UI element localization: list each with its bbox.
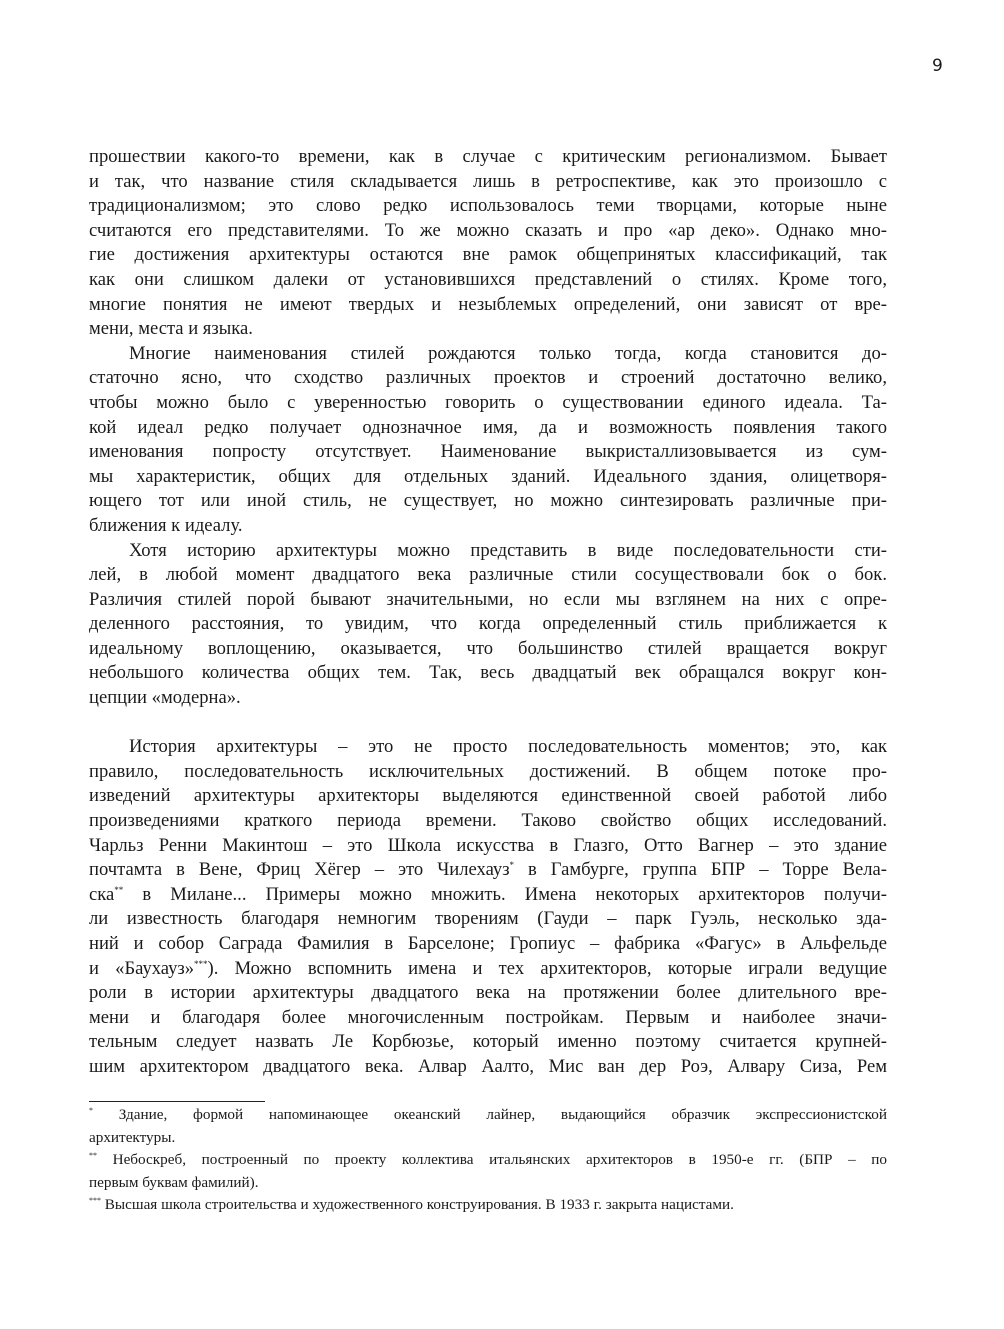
text-line [89,588,887,613]
text-line [89,539,887,564]
footnote-marker: * [509,860,515,871]
text-segment: ний и собор Саграда Фамилия в Барселоне; Гропиус – фабрика «Фагус» в Альфельде [89,933,887,954]
paragraph [89,539,887,711]
text-line [89,489,887,514]
text-segment: лей, в любой момент двадцатого века различные стили сосуществовали бок о бок. [89,564,887,586]
text-line [89,440,887,465]
text-segment: История архитектуры – это не просто последовательность моментов; это, как [129,736,887,758]
text-line [89,883,887,908]
page-number: 9 [932,56,943,76]
text-line [89,219,887,244]
text-line [89,760,887,785]
text-line [89,268,887,293]
text-line [89,1030,887,1055]
text-segment: именования попросту отсутствует. Наименование выкристаллизовывается из сум- [89,441,887,463]
text-segment: Хотя историю архитектуры можно представить в виде последовательности сти- [129,539,887,561]
text-line [89,1006,887,1031]
text-line [89,366,887,391]
text-line [89,907,887,932]
text-segment: гие достижения архитектуры остаются вне рамок общепринятых классификаций, так [89,244,887,266]
footnote-marker: *** [194,958,208,969]
text-segment: ближения к идеалу. [89,514,243,536]
footnote [89,1194,887,1217]
text-line [89,1055,887,1080]
text-segment: многие понятия не имеют твердых и незыблемых определений, они зависят от вре- [89,293,887,315]
text-segment: традиционализмом; это слово редко использовалось теми творцами, которые ныне [89,195,887,217]
text-segment: Многие наименования стилей рождаются только тогда, когда становится до- [129,342,887,364]
text-line [89,243,887,268]
text-segment: в Гамбурге, группа БПР – Торре Вела- [514,859,887,881]
text-line [89,858,887,883]
text-segment: цепции «модерна». [89,687,241,709]
text-segment: произведениями краткого периода времени. Таково свойство общих исследований. [89,810,887,832]
text-line [89,932,887,957]
footnote-marker: *** [89,1196,101,1205]
footnotes [89,1104,887,1217]
footnote-marker: ** [89,1151,97,1160]
text-segment: чтобы можно было с уверенностью говорить о существовании единого идеала. Та- [89,391,887,413]
text-line [89,391,887,416]
text-segment: как они слишком далеки от установившихся представлений о стилях. Кроме того, [89,268,887,290]
footnote-marker: ** [114,884,124,895]
text-segment: и так, что название стиля складывается лишь в ретроспективе, как это произошло с [89,170,887,192]
footnote-line [89,1172,887,1195]
text-line [89,834,887,859]
text-line [89,612,887,637]
text-segment: первым буквам фамилий). [89,1173,259,1191]
text-segment: изведений архитектуры архитекторы выделяются единственной своей работой либо [89,785,887,807]
text-segment: ли известность благодаря немногим творениям (Гауди – парк Гуэль, несколько зда- [89,908,887,930]
text-line [89,637,887,662]
text-segment: статочно ясно, что сходство различных проектов и строений достаточно велико, [89,367,887,389]
text-line [89,317,887,342]
text-segment: шим архитектором двадцатого века. Алвар Аалто, Мис ван дер Роэ, Алвару Сиза, Рем [89,1055,887,1077]
text-segment: прошествии какого-то времени, как в случае с критическим регионализмом. Бывает [89,146,887,167]
text-segment: архитектуры. [89,1128,176,1146]
footnote-line [89,1194,887,1217]
paragraph [89,735,887,1079]
text-segment: ющего тот или иной стиль, не существует, но можно синтезировать различные при- [89,490,887,512]
text-line [89,563,887,588]
text-line [89,686,887,711]
text-line [89,465,887,490]
text-segment: почтамта в Вене, Фриц Хёгер – это Чилехауз [89,859,510,881]
text-segment: Чарльз Ренни Макинтош – это Школа искусства в Глазго, Отто Вагнер – это здание [89,834,887,856]
text-segment: Здание, формой напоминающее океанский лайнер, выдающийся образчик экспрессионистской [93,1106,887,1123]
text-segment: считаются его представителями. То же можно сказать и про «ар деко». Однако мно- [89,219,887,241]
footnote-line [89,1149,887,1172]
footnote [89,1104,887,1149]
text-segment: в Милане... Примеры можно множить. Имена некоторых архитекторов получи- [123,883,887,905]
text-segment: ска [89,883,115,905]
text-line [89,957,887,982]
text-segment: Небоскреб, построенный по проекту коллектива итальянских архитекторов в 1950-е гг. (БПР – по [97,1151,887,1168]
text-segment: и «Баухауз» [89,957,195,979]
text-line [89,735,887,760]
paragraph [89,145,887,342]
footnote-divider [89,1101,265,1102]
text-line [89,661,887,686]
text-line [89,981,887,1006]
text-line [89,194,887,219]
text-line [89,170,887,195]
text-line [89,342,887,367]
text-segment: небольшого количества общих тем. Так, весь двадцатый век обращался вокруг кон- [89,662,887,684]
text-segment: идеальному воплощению, оказывается, что большинство стилей вращается вокруг [89,637,887,659]
text-line [89,145,887,170]
text-segment: правило, последовательность исключительных достижений. В общем потоке про- [89,760,887,782]
text-segment: ). Можно вспомнить имена и тех архитекторов, которые играли ведущие [207,957,887,979]
text-line [89,809,887,834]
text-segment: деленного расстояния, то увидим, что когда определенный стиль приближается к [89,613,887,635]
text-segment: роли в истории архитектуры двадцатого века на протяжении более длительного вре- [89,982,887,1004]
text-line [89,416,887,441]
main-text [89,145,887,1080]
footnote-line [89,1104,887,1127]
text-segment: кой идеал редко получает однозначное имя, да и возможность появления такого [89,416,887,438]
text-segment: Высшая школа строительства и художественного конструирования. В 1933 г. закрыта нацистами. [101,1196,734,1213]
text-segment: мени, места и языка. [89,318,253,340]
text-segment: мы характеристик, общих для отдельных зданий. Идеального здания, олицетворя- [89,465,887,487]
text-line [89,784,887,809]
text-line [89,514,887,539]
footnote [89,1149,887,1194]
text-line [89,293,887,318]
text-segment: мени и благодаря более многочисленным постройкам. Первым и наиболее значи- [89,1006,887,1028]
text-segment: тельным следует назвать Ле Корбюзье, который именно поэтому считается крупней- [89,1031,887,1053]
footnote-marker: * [89,1106,93,1115]
paragraph [89,342,887,539]
text-segment: Различия стилей порой бывают значительными, но если мы взглянем на них с опре- [89,588,887,610]
footnote-line [89,1127,887,1150]
